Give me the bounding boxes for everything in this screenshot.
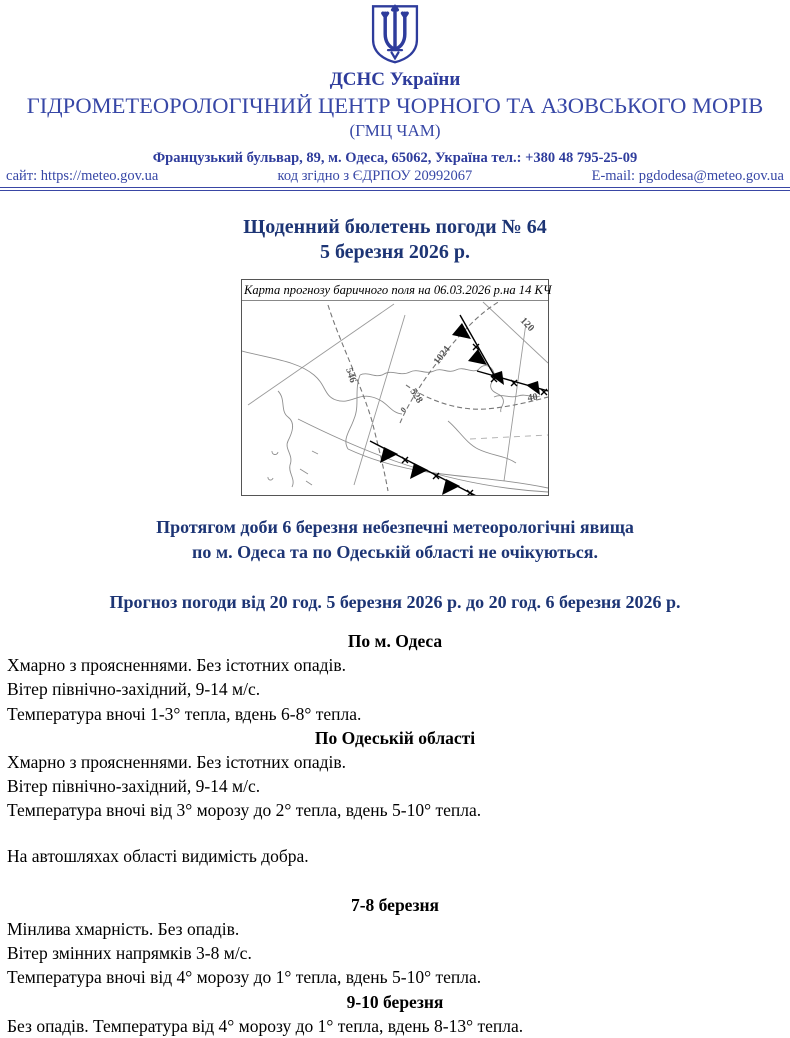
letterhead-divider bbox=[0, 187, 790, 191]
front-x-marks bbox=[402, 344, 547, 495]
heading-odesa-region: По Одеській області bbox=[314, 727, 476, 748]
svg-text:0: 0 bbox=[398, 405, 409, 415]
org-abbreviation: (ГМЦ ЧАМ) bbox=[349, 121, 441, 140]
letterhead bbox=[0, 0, 790, 191]
contact-row bbox=[0, 167, 790, 187]
email-link[interactable]: E-mail: pgdodesa@meteo.gov.ua bbox=[591, 168, 784, 184]
odesa-region-clouds: Хмарно з проясненнями. Без істотних опадів. bbox=[7, 752, 347, 773]
edrpou-code: код згідно з ЄДРПОУ 20992067 bbox=[277, 168, 473, 184]
svg-text:546: 546 bbox=[343, 366, 359, 385]
bulletin-date: 5 березня 2026 р. bbox=[319, 241, 471, 263]
bulletin-title: Щоденний бюлетень погоди № 64 bbox=[243, 216, 547, 238]
synoptic-chart bbox=[242, 301, 548, 495]
svg-text:120: 120 bbox=[517, 315, 537, 334]
org-full-name: ГІДРОМЕТЕОРОЛОГІЧНИЙ ЦЕНТР ЧОРНОГО ТА АЗОВСЬКОГО МОРІВ bbox=[26, 93, 764, 118]
heading-march-7-8: 7-8 березня bbox=[350, 894, 440, 915]
march-7-8-wind: Вітер змінних напрямків 3-8 м/с. bbox=[7, 943, 252, 964]
map-labels bbox=[343, 315, 538, 414]
hazard-line-2: по м. Одеса та по Одеській області не очікуються. bbox=[192, 542, 598, 562]
heading-march-9-10: 9-10 березня bbox=[346, 991, 444, 1012]
ukraine-trident-emblem-icon bbox=[366, 4, 424, 64]
odesa-region-wind: Вітер північно-західний, 9-14 м/с. bbox=[7, 776, 261, 797]
pressure-map bbox=[241, 279, 552, 496]
odesa-city-clouds: Хмарно з проясненнями. Без істотних опадів. bbox=[7, 655, 347, 676]
map-caption: Карта прогнозу баричного поля на 06.03.2026 р.на 14 КЧ bbox=[242, 280, 548, 301]
march-7-8-clouds: Мінлива хмарність. Без опадів. bbox=[7, 919, 240, 940]
odesa-city-temperature: Температура вночі 1-3° тепла, вдень 6-8° тепла. bbox=[7, 703, 362, 724]
roads-visibility: На автошляхах області видимість добра. bbox=[7, 845, 309, 866]
forecast-period: Прогноз погоди від 20 год. 5 березня 2026 р. до 20 год. 6 березня 2026 р. bbox=[109, 592, 681, 612]
hazard-statement bbox=[0, 515, 790, 565]
march-7-8-temperature: Температура вночі від 4° морозу до 1° тепла, вдень 5-10° тепла. bbox=[7, 967, 482, 988]
heading-odesa-city: По м. Одеса bbox=[347, 631, 443, 651]
bulletin-title-block bbox=[0, 215, 790, 265]
odesa-region-temperature: Температура вночі від 3° морозу до 2° тепла, вдень 5-10° тепла. bbox=[7, 800, 482, 821]
svg-text:528: 528 bbox=[407, 386, 425, 406]
svg-text:40: 40 bbox=[526, 391, 539, 404]
org-short-name: ДСНС України bbox=[329, 69, 461, 90]
odesa-city-wind: Вітер північно-західний, 9-14 м/с. bbox=[7, 679, 261, 700]
march-9-10-forecast: Без опадів. Температура від 4° морозу до 1° тепла, вдень 8-13° тепла. bbox=[7, 1015, 524, 1036]
svg-text:1024: 1024 bbox=[431, 344, 453, 367]
site-link[interactable]: сайт: https://meteo.gov.ua bbox=[6, 168, 159, 184]
org-address: Французький бульвар, 89, м. Одеса, 65062, Україна тел.: +380 48 795-25-09 bbox=[152, 150, 638, 166]
hazard-line-1: Протягом доби 6 березня небезпечні метеорологічні явища bbox=[156, 517, 634, 537]
